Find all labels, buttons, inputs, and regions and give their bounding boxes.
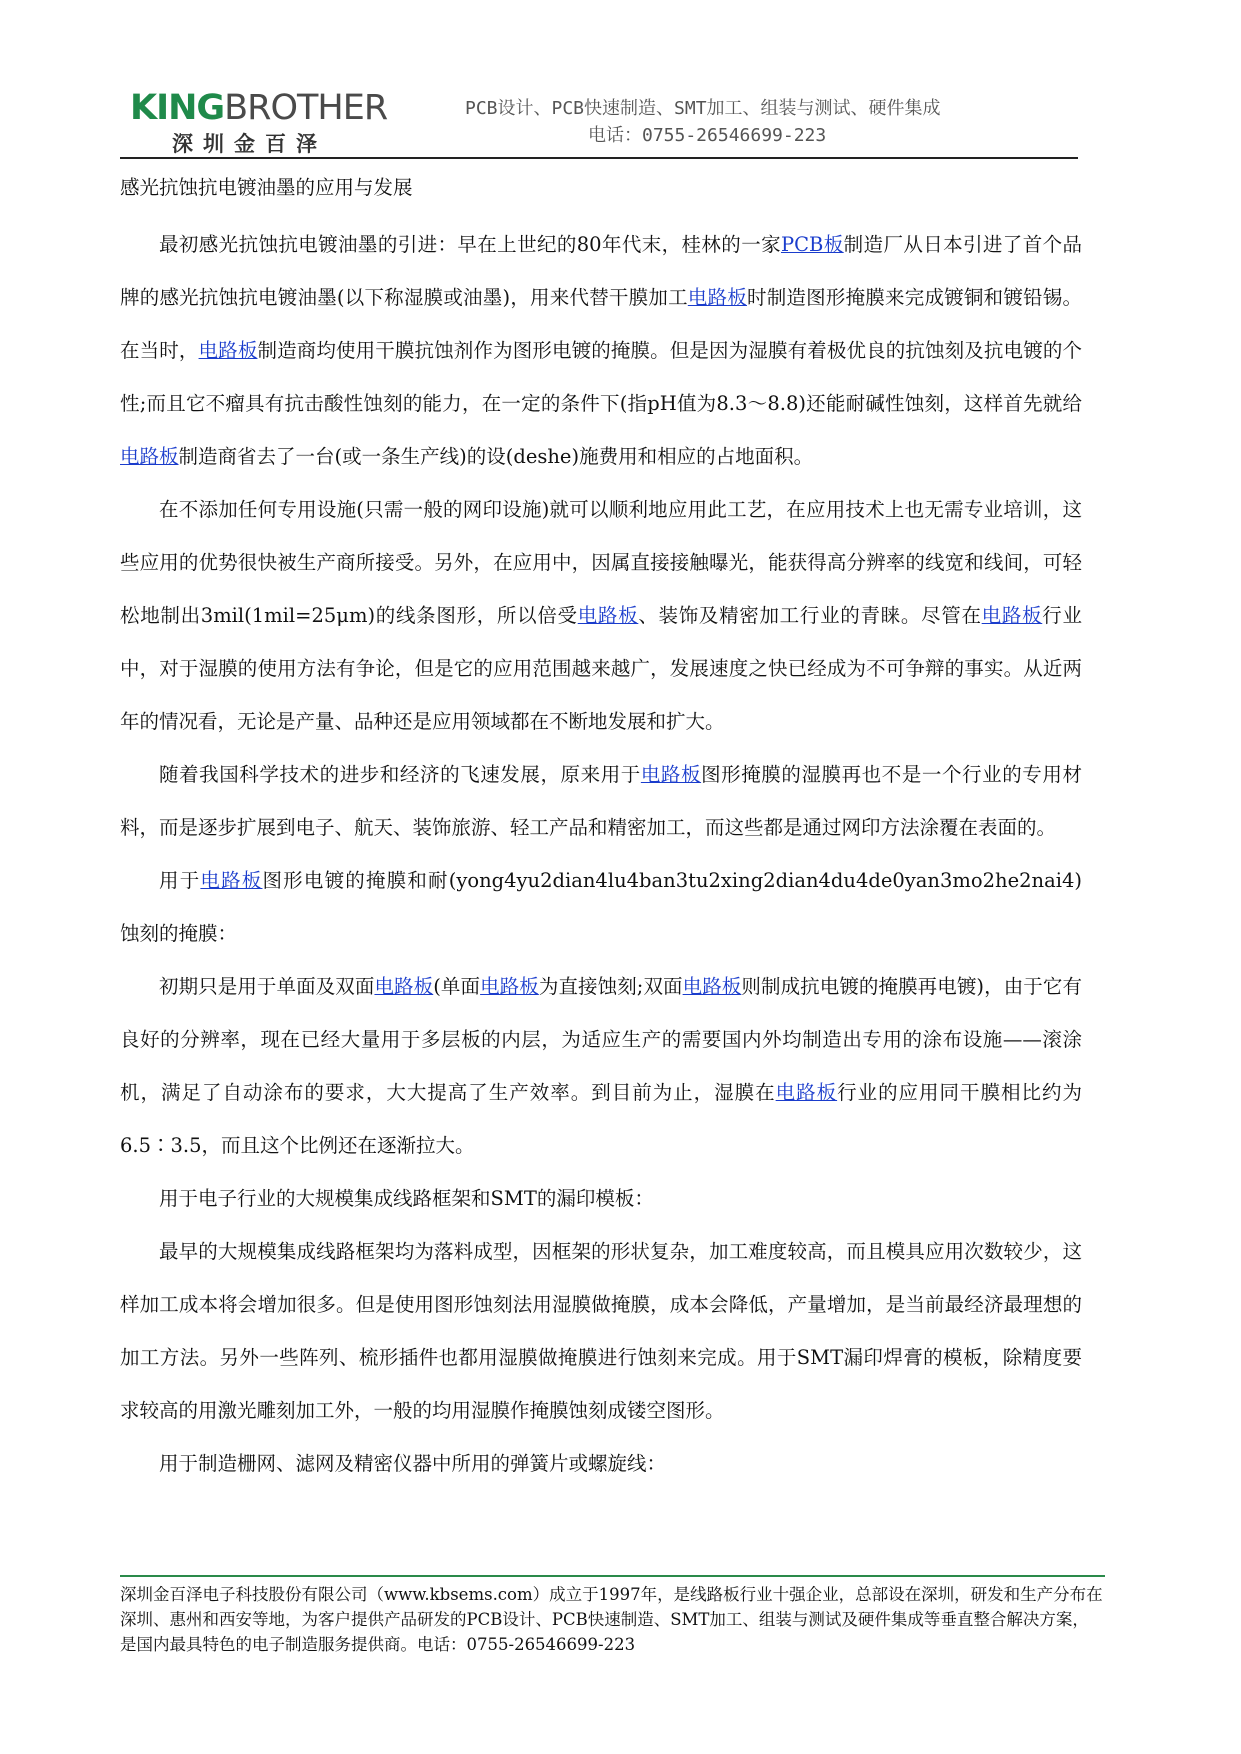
article-title: 感光抗蚀抗电镀油墨的应用与发展 (120, 176, 413, 199)
circuit-board-link[interactable]: 电路板 (480, 975, 539, 998)
text-run: 行业的应用同干膜相比约为6.5∶3.5，而且这个比例还在逐渐拉大。 (120, 1081, 1082, 1157)
header-divider (120, 157, 1078, 159)
text-run: 、装饰及精密加工行业的青睐。尽管在 (638, 604, 982, 627)
text-run: 在不添加任何专用设施(只需一般的网印设施)就可以顺利地应用此工艺，在应用技术上也无需专业培训，这些应用的优势很快被生产商所接受。另外，在应用中，因属直接接触曝光，能获得高分辨率的线宽和线间，可轻松地制出3mil(1mil=25μm)的线条图形，所以倍受 (120, 498, 1082, 627)
article-body (120, 165, 1082, 1490)
text-run: 图形掩膜的湿膜再也不是一个行业的专用材料，而是逐步扩展到电子、航天、装饰旅游、轻工产品和精密加工，而这些都是通过网印方法涂覆在表面的。 (120, 763, 1082, 839)
footer-divider (120, 1575, 1105, 1577)
text-run: 图形电镀的掩膜和耐(yong4yu2dian4lu4ban3tu2xing2dian4du4de0yan3mo2he2nai4)蚀刻的掩膜： (120, 869, 1082, 945)
circuit-board-link[interactable]: 电路板 (640, 763, 702, 786)
circuit-board-link[interactable]: 电路板 (198, 339, 258, 362)
logo-english (130, 88, 387, 128)
paragraph-3 (120, 748, 1082, 854)
logo-king: KING (130, 88, 225, 128)
paragraph-1 (120, 218, 1082, 483)
header-phone: 电话：0755-26546699-223 (588, 125, 827, 146)
text-run: 随着我国科学技术的进步和经济的飞速发展，原来用于 (159, 763, 641, 786)
paragraph-7: 最早的大规模集成线路框架均为落料成型，因框架的形状复杂，加工难度较高，而且模具应用次数较少，这样加工成本将会增加很多。但是使用图形蚀刻法用湿膜做掩膜，成本会降低，产量增加，是当前最经济最理想的加工方法。另外一些阵列、梳形插件也都用湿膜做掩膜进行蚀刻来完成。用于SMT漏印焊膏的模板，除精度要求较高的用激光雕刻加工外，一般的均用湿膜作掩膜蚀刻成镂空图形。 (120, 1240, 1082, 1422)
text-run: 时制造图形掩膜来完成镀铜和镀铅锡。在当时， (120, 286, 1082, 362)
text-run: 制造厂从日本引进了首个品牌的感光抗蚀抗电镀油墨(以下称湿膜或油墨)，用来代替干膜加工 (120, 233, 1082, 309)
page-header (120, 88, 1090, 158)
circuit-board-link[interactable]: 电路板 (120, 445, 179, 468)
circuit-board-link[interactable]: 电路板 (687, 286, 747, 309)
circuit-board-link[interactable]: 电路板 (374, 975, 434, 998)
circuit-board-link[interactable]: 电路板 (577, 604, 639, 627)
text-run: 用于 (159, 869, 201, 892)
paragraph-5 (120, 960, 1082, 1172)
paragraph-2 (120, 483, 1082, 748)
logo-brother: BROTHER (224, 88, 388, 128)
header-tagline: PCB设计、PCB快速制造、SMT加工、组装与测试、硬件集成 (465, 98, 941, 119)
paragraph-8: 用于制造栅网、滤网及精密仪器中所用的弹簧片或螺旋线： (159, 1452, 667, 1475)
kingbrother-logo (130, 88, 410, 156)
circuit-board-link[interactable]: 电路板 (981, 604, 1043, 627)
text-run: (单面 (433, 975, 481, 998)
logo-chinese: 深圳金百泽 (172, 132, 327, 156)
text-run: 则制成抗电镀的掩膜再电镀)，由于它有良好的分辨率，现在已经大量用于多层板的内层，为适应生产的需要国内外均制造出专用的涂布设施——滚涂机，满足了自动涂布的要求，大大提高了生产效率。到目前为止，湿膜在 (120, 975, 1082, 1104)
text-run: 行业中，对于湿膜的使用方法有争论，但是它的应用范围越来越广，发展速度之快已经成为不可争辩的事实。从近两年的情况看，无论是产量、品种还是应用领域都在不断地发展和扩大。 (120, 604, 1082, 733)
text-run: 为直接蚀刻;双面 (538, 975, 683, 998)
circuit-board-link[interactable]: 电路板 (682, 975, 742, 998)
circuit-board-link[interactable]: 电路板 (775, 1081, 838, 1104)
paragraph-4 (120, 854, 1082, 960)
text-run: 最初感光抗蚀抗电镀油墨的引进：早在上世纪的80年代末，桂林的一家 (159, 233, 781, 256)
pcb-link[interactable]: PCB板 (781, 233, 844, 256)
company-footer: 深圳金百泽电子科技股份有限公司（www.kbsems.com）成立于1997年，是线路板行业十强企业，总部设在深圳，研发和生产分布在深圳、惠州和西安等地，为客户提供产品研发的PCB设计、PCB快速制造、SMT加工、组装与测试及硬件集成等垂直整合解决方案，是国内最具特色的电子制造服务提供商。电话：0755-26546699-223 (120, 1585, 1103, 1654)
paragraph-6: 用于电子行业的大规模集成线路框架和SMT的漏印模板： (159, 1187, 654, 1210)
text-run: 制造商省去了一台(或一条生产线)的设(deshe)施费用和相应的占地面积。 (178, 445, 814, 468)
circuit-board-link[interactable]: 电路板 (200, 869, 263, 892)
text-run: 初期只是用于单面及双面 (159, 975, 375, 998)
text-run: 制造商均使用干膜抗蚀剂作为图形电镀的掩膜。但是因为湿膜有着极优良的抗蚀刻及抗电镀的个性;而且它不瘤具有抗击酸性蚀刻的能力，在一定的条件下(指pH值为8.3～8.8)还能耐碱性蚀刻，这样首先就给 (120, 339, 1082, 415)
